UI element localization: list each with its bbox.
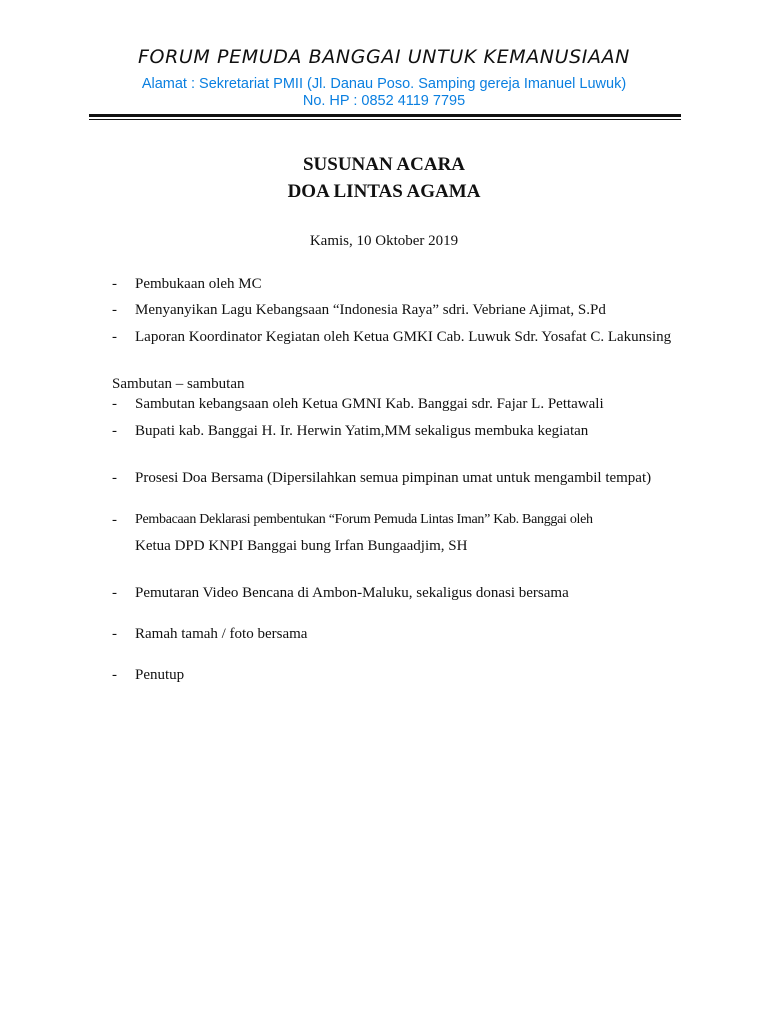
- document-subtitle: DOA LINTAS AGAMA: [287, 181, 481, 202]
- agenda-item-text: Pembacaan Deklarasi pembentukan “Forum Pemuda Lintas Iman” Kab. Banggai oleh: [135, 512, 593, 527]
- bullet-dash: -: [112, 667, 117, 683]
- bullet-dash: -: [112, 585, 117, 601]
- bullet-dash: -: [112, 512, 117, 528]
- agenda-item-text: Prosesi Doa Bersama (Dipersilahkan semua pimpinan umat untuk mengambil tempat): [135, 470, 652, 486]
- bullet-dash: -: [112, 626, 117, 642]
- organization-name: FORUM PEMUDA BANGGAI UNTUK KEMANUSIAAN: [138, 46, 630, 68]
- agenda-item-text: Laporan Koordinator Kegiatan oleh Ketua GMKI Cab. Luwuk Sdr. Yosafat C. Lakunsing: [135, 329, 672, 345]
- bullet-dash: -: [112, 470, 117, 486]
- bullet-dash: -: [112, 276, 117, 292]
- organization-address: Alamat : Sekretariat PMII (Jl. Danau Poso. Samping gereja Imanuel Luwuk): [141, 76, 627, 92]
- agenda-item-text: Pembukaan oleh MC: [135, 276, 262, 292]
- agenda-item-text: Menyanyikan Lagu Kebangsaan “Indonesia Raya” sdri. Vebriane Ajimat, S.Pd: [135, 302, 606, 318]
- agenda-item-text: Bupati kab. Banggai H. Ir. Herwin Yatim,MM sekaligus membuka kegiatan: [135, 423, 589, 439]
- document-title: SUSUNAN ACARA: [302, 154, 466, 175]
- bullet-dash: -: [112, 423, 117, 439]
- organization-phone: No. HP : 0852 4119 7795: [302, 93, 466, 109]
- section-label-sambutan: Sambutan – sambutan: [112, 376, 245, 392]
- bullet-dash: -: [112, 302, 117, 318]
- agenda-item-text: Pemutaran Video Bencana di Ambon-Maluku, sekaligus donasi bersama: [135, 585, 569, 601]
- bullet-dash: -: [112, 396, 117, 412]
- agenda-item-continuation: Ketua DPD KNPI Banggai bung Irfan Bungaadjim, SH: [135, 538, 468, 554]
- agenda-item-text: Penutup: [135, 667, 185, 683]
- event-date: Kamis, 10 Oktober 2019: [309, 233, 459, 249]
- bullet-dash: -: [112, 329, 117, 345]
- agenda-item-text: Ramah tamah / foto bersama: [135, 626, 308, 642]
- agenda-item-text: Sambutan kebangsaan oleh Ketua GMNI Kab. Banggai sdr. Fajar L. Pettawali: [135, 396, 604, 412]
- letterhead-divider-thick: [89, 114, 681, 117]
- letterhead-divider-thin: [89, 119, 681, 120]
